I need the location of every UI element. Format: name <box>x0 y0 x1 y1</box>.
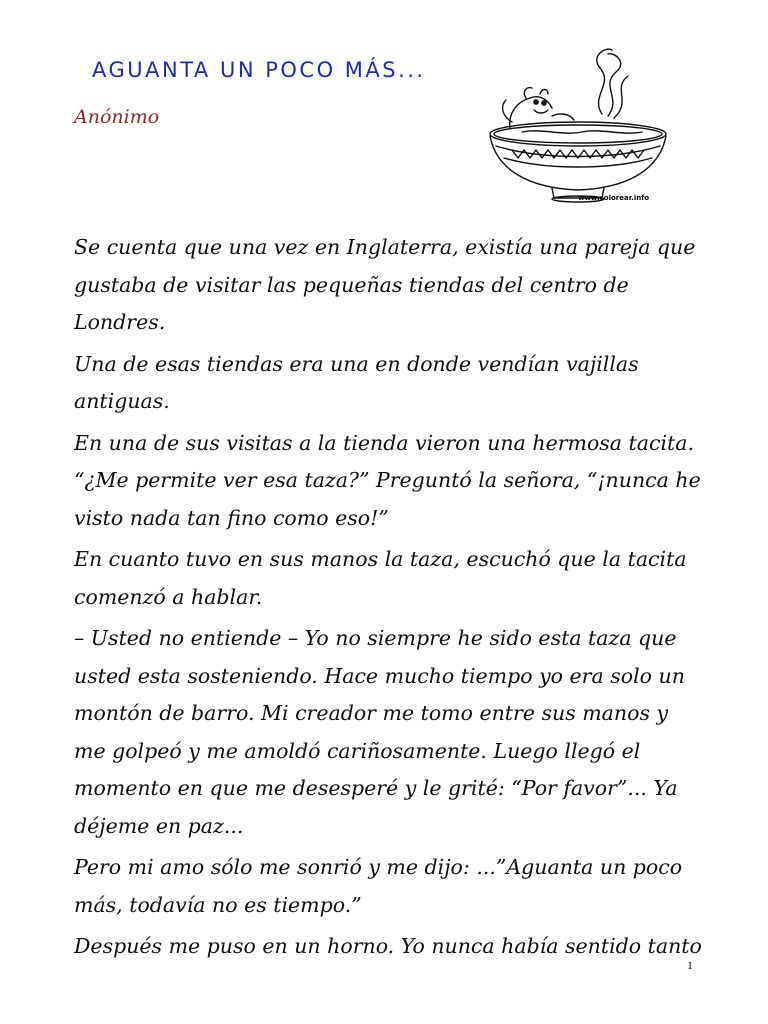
paragraph: – Usted no entiende – Yo no siempre he sido esta taza que usted esta sosteniendo. Hace mucho tiempo yo era solo un montón de barro. Mi creador me tomo entre sus manos y me golpeó y me amoldó cariñosamente. Luego llegó el momento en que me desesperé y le grité: “Por favor”... Ya déjeme en paz... <box>74 626 685 838</box>
paragraph: Una de esas tiendas era una en donde vendían vajillas antiguas. <box>74 351 639 413</box>
author-name: Anónimo <box>74 106 160 128</box>
page-number: 1 <box>687 958 693 972</box>
paragraph: Se cuenta que una vez en Inglaterra, existía una pareja que gustaba de visitar las pequeñas tiendas del centro de Londres. <box>74 235 696 334</box>
paragraph: Después me puso en un horno. Yo nunca había sentido tanto <box>74 934 702 958</box>
steam-swirl-3 <box>614 76 628 118</box>
document-title: AGUANTA UN POCO MÁS... <box>92 58 426 82</box>
bowl-illustration <box>482 36 682 212</box>
steam-swirl-2 <box>608 54 621 116</box>
illustration-credit: www.colorear.info <box>578 194 650 202</box>
paragraph: En una de sus visitas a la tienda vieron una hermosa tacita. “¿Me permite ver esa taza?” Preguntó la señora, “¡nunca he visto nada tan fino como eso!” <box>74 430 701 530</box>
bowl-body <box>490 136 666 190</box>
story-body <box>74 229 702 966</box>
paragraph: Pero mi amo sólo me sonrió y me dijo: ...”Aguanta un poco más, todavía no es tiempo.” <box>74 855 683 917</box>
paragraph: En cuanto tuvo en sus manos la taza, escuchó que la tacita comenzó a hablar. <box>74 547 687 609</box>
